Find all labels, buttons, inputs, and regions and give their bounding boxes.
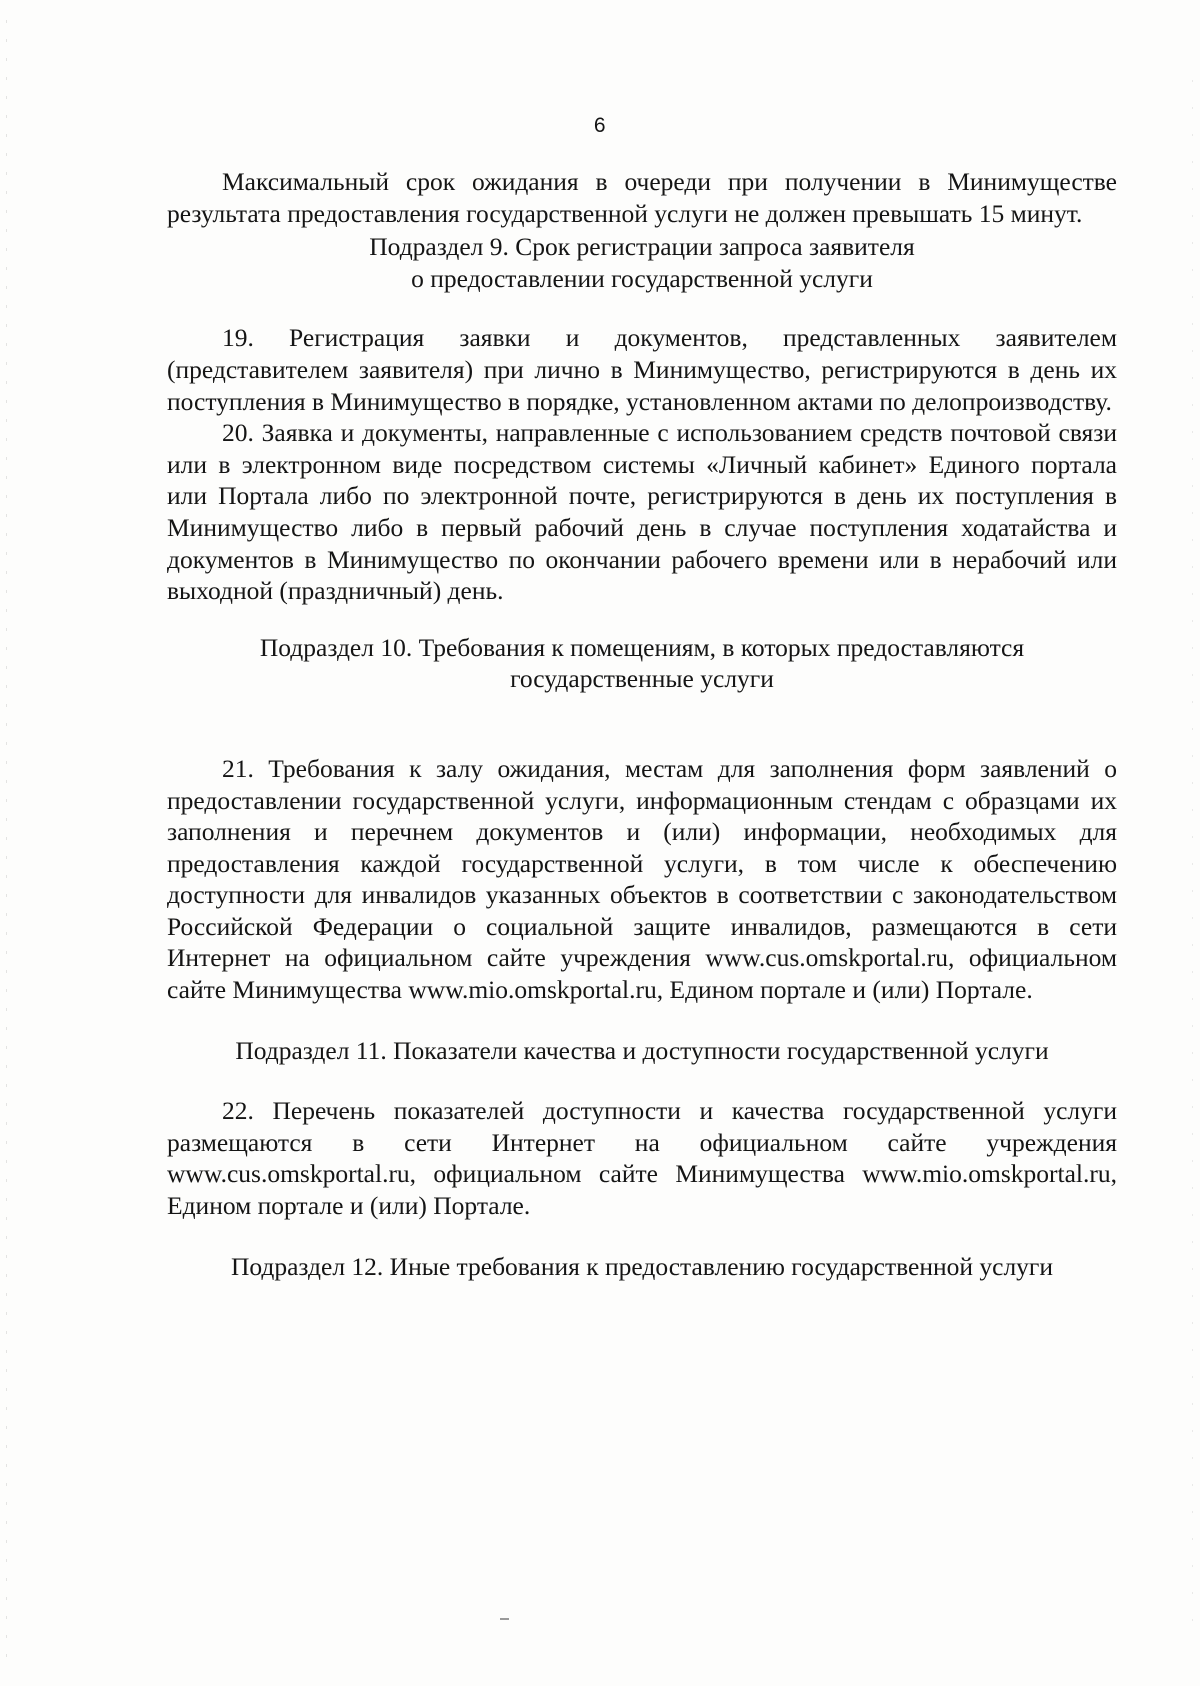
paragraph-22: 22. Перечень показателей доступности и качества государственной услуги размещаются в сети Интернет на официальном сайте учреждения www.cus.omskportal.ru, официальном сайте Минимущества www.mio.omskportal.ru, Едином портале и (или) Портале. [167, 1096, 1117, 1221]
heading-subsection-9 [167, 231, 1117, 294]
heading-subsection-10 [167, 632, 1117, 695]
heading-line: Подраздел 9. Срок регистрации запроса заявителя [369, 232, 915, 262]
document-body [167, 166, 1117, 1282]
heading-line: Подраздел 10. Требования к помещениям, в которых предоставляются [259, 632, 1025, 662]
heading-line: о предоставлении государственной услуги [411, 263, 873, 293]
paragraph-wait-time: Максимальный срок ожидания в очереди при получении в Минимуществе результата предоставления государственной услуги не должен превышать 15 минут. [167, 167, 1117, 228]
paragraph-21: 21. Требования к залу ожидания, местам для заполнения форм заявлений о предоставлении государственной услуги, информационным стендам с образцами их заполнения и перечнем документов и (или) информации, необходимых для предоставления каждой государственной услуги, в том числе к обеспечению доступности для инвалидов указанных объектов в соответствии с законодательством Российской Федерации о социальной защите инвалидов, размещаются в сети Интернет на официальном сайте учреждения www.cus.omskportal.ru, официальном сайте Минимущества www.mio.omskportal.ru, Едином портале и (или) Портале. [167, 753, 1117, 1005]
paragraph-19: 19. Регистрация заявки и документов, представленных заявителем (представителем заявителя) при лично в Минимущество, регистрируются в день их поступления в Минимущество в порядке, установленном актами по делопроизводству. [167, 323, 1117, 416]
scan-edge-artifact [6, 20, 7, 1660]
scan-edge-artifact [1192, 80, 1193, 1640]
heading-line: государственные услуги [510, 664, 774, 694]
paragraph-20: 20. Заявка и документы, направленные с использованием средств почтовой связи или в электронном виде посредством системы «Личный кабинет» Единого портала или Портала либо по электронной почте, регистрируются в день их поступления в Минимущество либо в первый рабочий день в случае поступления ходатайства и документов в Минимущество по окончании рабочего времени или в нерабочий или выходной (праздничный) день. [167, 418, 1117, 606]
scan-speck [500, 1618, 509, 1620]
heading-subsection-12: Подраздел 12. Иные требования к предоставлению государственной услуги [230, 1251, 1054, 1281]
page-number: 6 [593, 114, 607, 137]
heading-subsection-11: Подраздел 11. Показатели качества и доступности государственной услуги [235, 1035, 1049, 1065]
